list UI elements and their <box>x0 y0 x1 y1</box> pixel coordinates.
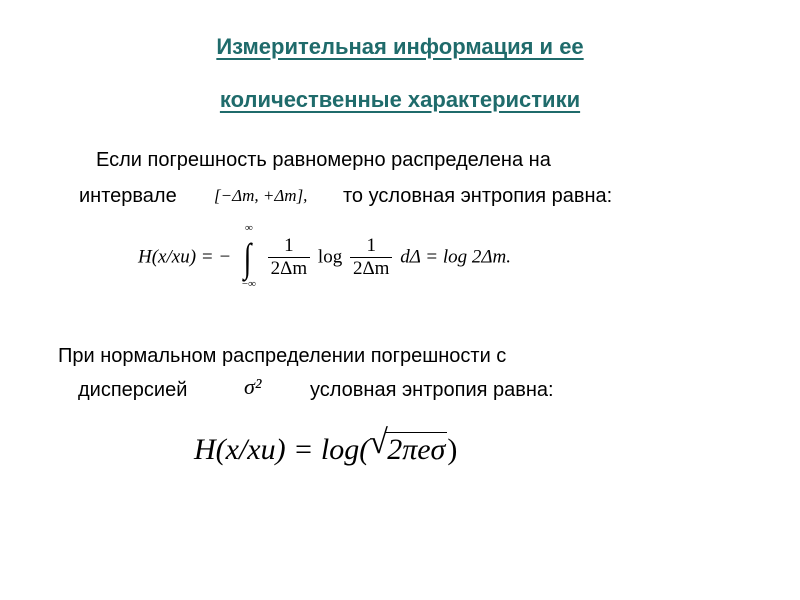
formula-uniform-rhs: dΔ = log 2Δm. <box>400 246 511 268</box>
square-root: √ 2πeσ <box>369 424 446 466</box>
formula-uniform-lhs: H(x/xи) = − <box>138 246 232 268</box>
log-operator: log <box>317 246 343 268</box>
fraction-2-denominator: 2Δm <box>352 257 390 279</box>
fraction-1-denominator: 2Δm <box>270 257 308 279</box>
sqrt-body: 2πeσ <box>387 433 446 466</box>
normal-text-line2-a: дисперсией <box>78 379 188 401</box>
fraction-2-numerator: 1 <box>350 236 393 258</box>
slide-title-line2: количественные характеристики <box>219 87 581 112</box>
formula-uniform <box>138 222 511 291</box>
uniform-text-line2-b: то условная энтропия равна: <box>343 185 613 207</box>
fraction-1-numerator: 1 <box>268 236 311 258</box>
uniform-text-line2-a: интервале <box>79 185 177 207</box>
fraction-2 <box>350 236 393 281</box>
interval-expression: [−Δm, +Δm], <box>214 186 308 205</box>
normal-text-line1: При нормальном распределении погрешности с <box>58 345 507 367</box>
sigma-squared: σ² <box>244 374 262 399</box>
normal-text-line2-b: условная энтропия равна: <box>310 379 554 401</box>
formula-normal <box>194 424 458 467</box>
formula-normal-lhs: H(x/xи) = log( <box>194 433 370 466</box>
formula-normal-rhs: ) <box>447 433 458 466</box>
integral-upper-limit: ∞ <box>245 222 253 235</box>
uniform-text-line1: Если погрешность равномерно распределена на <box>96 149 551 171</box>
integral-sign: ∞ ∫ −∞ <box>238 238 258 278</box>
fraction-1 <box>268 236 311 281</box>
integral-lower-limit: −∞ <box>241 278 256 291</box>
slide-title-line1: Измерительная информация и ее <box>216 34 584 59</box>
